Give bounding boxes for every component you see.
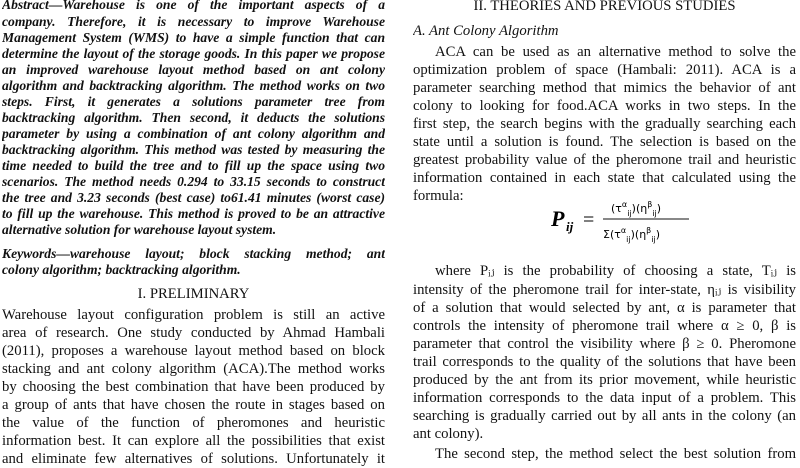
formula-denominator: $\Sigma(\tau^\alpha_{ij})(\eta^\beta_{ij})$ [603, 226, 661, 244]
body-line: information best. It can explore all the possibilities that exist [2, 433, 385, 449]
body-line: intensity of the pheromone trail for inter-state, ηᵢⱼ is visibility [413, 282, 796, 298]
abstract-line: scenarios. The method needs 0.294 to 33.15 seconds to construct [2, 174, 385, 189]
body-line: optimization problem of space (Hambali: 2011). ACA is a [413, 62, 796, 78]
abstract-line: steps. First, it generates a solutions parameter tree from [2, 94, 385, 109]
body-line: ACA can be used as an alternative method to solve the [435, 44, 796, 60]
body-line: a group of ants that have chosen the route in stages based on [2, 397, 385, 413]
body-line: The second step, the method select the best solution from [435, 446, 796, 462]
abstract-line: algorithm and backtracking algorithm. The method works on two [2, 78, 385, 93]
keywords-line: colony algorithm; backtracking algorithm. [2, 262, 241, 277]
abstract-line: backtracking algorithm. Then second, it deducts the solutions [2, 110, 385, 125]
body-line: controls the intensity of pheromone trail where α ≥ 0, β is [413, 318, 796, 334]
abstract-line: Management System (WMS) to have a simple function that can [2, 30, 385, 45]
body-line: area of research. One study conducted by Ahmad Hambali [2, 325, 385, 341]
body-line: and eliminate few alternatives of solutions. Unfortunately it [2, 451, 385, 467]
formula-lhs-subscript: ij [566, 219, 574, 234]
abstract-line: the tree and 3.23 seconds (best case) to61.41 minutes (worst case) [2, 190, 385, 205]
body-line: first step, the search begins with the gradually searching each [413, 116, 796, 132]
body-line: parameter searching method that mimics the behavior of ant [413, 80, 796, 96]
formula-numerator: $(\tau^\alpha_{ij})(\eta^\beta_{ij})$ [611, 200, 662, 218]
keywords-line: Keywords—warehouse layout; block stacking method; ant [2, 246, 385, 261]
body-line: where Pᵢⱼ is the probability of choosing a state, Tᵢⱼ is [435, 263, 796, 279]
abstract-line: to fill up the warehouse. This method is proved to be an attractive [2, 206, 385, 221]
body-line: information corresponds to the data input of a problem. This [413, 390, 796, 406]
formula-lhs: P [551, 206, 565, 231]
body-line: parameter that control the visibility where β ≥ 0. Pheromone [413, 336, 796, 352]
abstract-line: backtracking algorithm. This method was tested by measuring the [2, 142, 385, 157]
body-line: trail corresponds to the quality of the solutions that have been [413, 354, 796, 370]
body-line: colony to looking for food.ACA works in two steps. In the [413, 98, 796, 114]
body-line: by choosing the best combination that have been produced by [2, 379, 385, 395]
body-line: greatest probability value of the pheromone trail and heuristic [413, 152, 796, 168]
formula-graphic [551, 186, 691, 256]
abstract-line: parameter by using a combination of ant colony algorithm and [2, 126, 385, 141]
abstract-line: time needed to build the tree and to fill up the space using two [2, 158, 385, 173]
body-line: searching is gradually carried out by all ants in the colony (an [413, 408, 796, 424]
subsection-heading-aca: A. Ant Colony Algorithm [413, 23, 559, 39]
abstract-line: company. Therefore, it is necessary to improve Warehouse [2, 14, 385, 29]
abstract-line: an improved warehouse layout method based on ant colony [2, 62, 385, 77]
abstract-line: determine the layout of the storage goods. In this paper we propose [2, 46, 385, 61]
body-line: the value of the function of pheromones and heuristic [2, 415, 385, 431]
body-line: Warehouse layout configuration problem is still an active [2, 307, 385, 323]
section-heading-theories: II. THEORIES AND PREVIOUS STUDIES [473, 0, 736, 14]
body-line: state until a solution is found. The selection is based on the [413, 134, 796, 150]
abstract-line: Abstract—Warehouse is one of the important aspects of a [2, 0, 385, 12]
body-line: of a solution that would selected by ant, α is parameter that [413, 300, 796, 316]
body-line: ant colony). [413, 426, 484, 442]
probability-formula [551, 186, 691, 256]
formula-equals: = [583, 209, 595, 231]
section-heading-preliminary: I. PRELIMINARY [137, 286, 250, 302]
body-line: formula: [413, 188, 464, 204]
body-line: produced by the ant from its prior movement, while heuristic [413, 372, 796, 388]
body-line: (2011), proposes a warehouse layout method based on block [2, 343, 385, 359]
body-line: stacking and ant colony algorithm (ACA).The method works [2, 361, 385, 377]
abstract-line: alternative solution for warehouse layout system. [2, 222, 277, 237]
body-line: information contained in each state that calculated using the [413, 170, 796, 186]
